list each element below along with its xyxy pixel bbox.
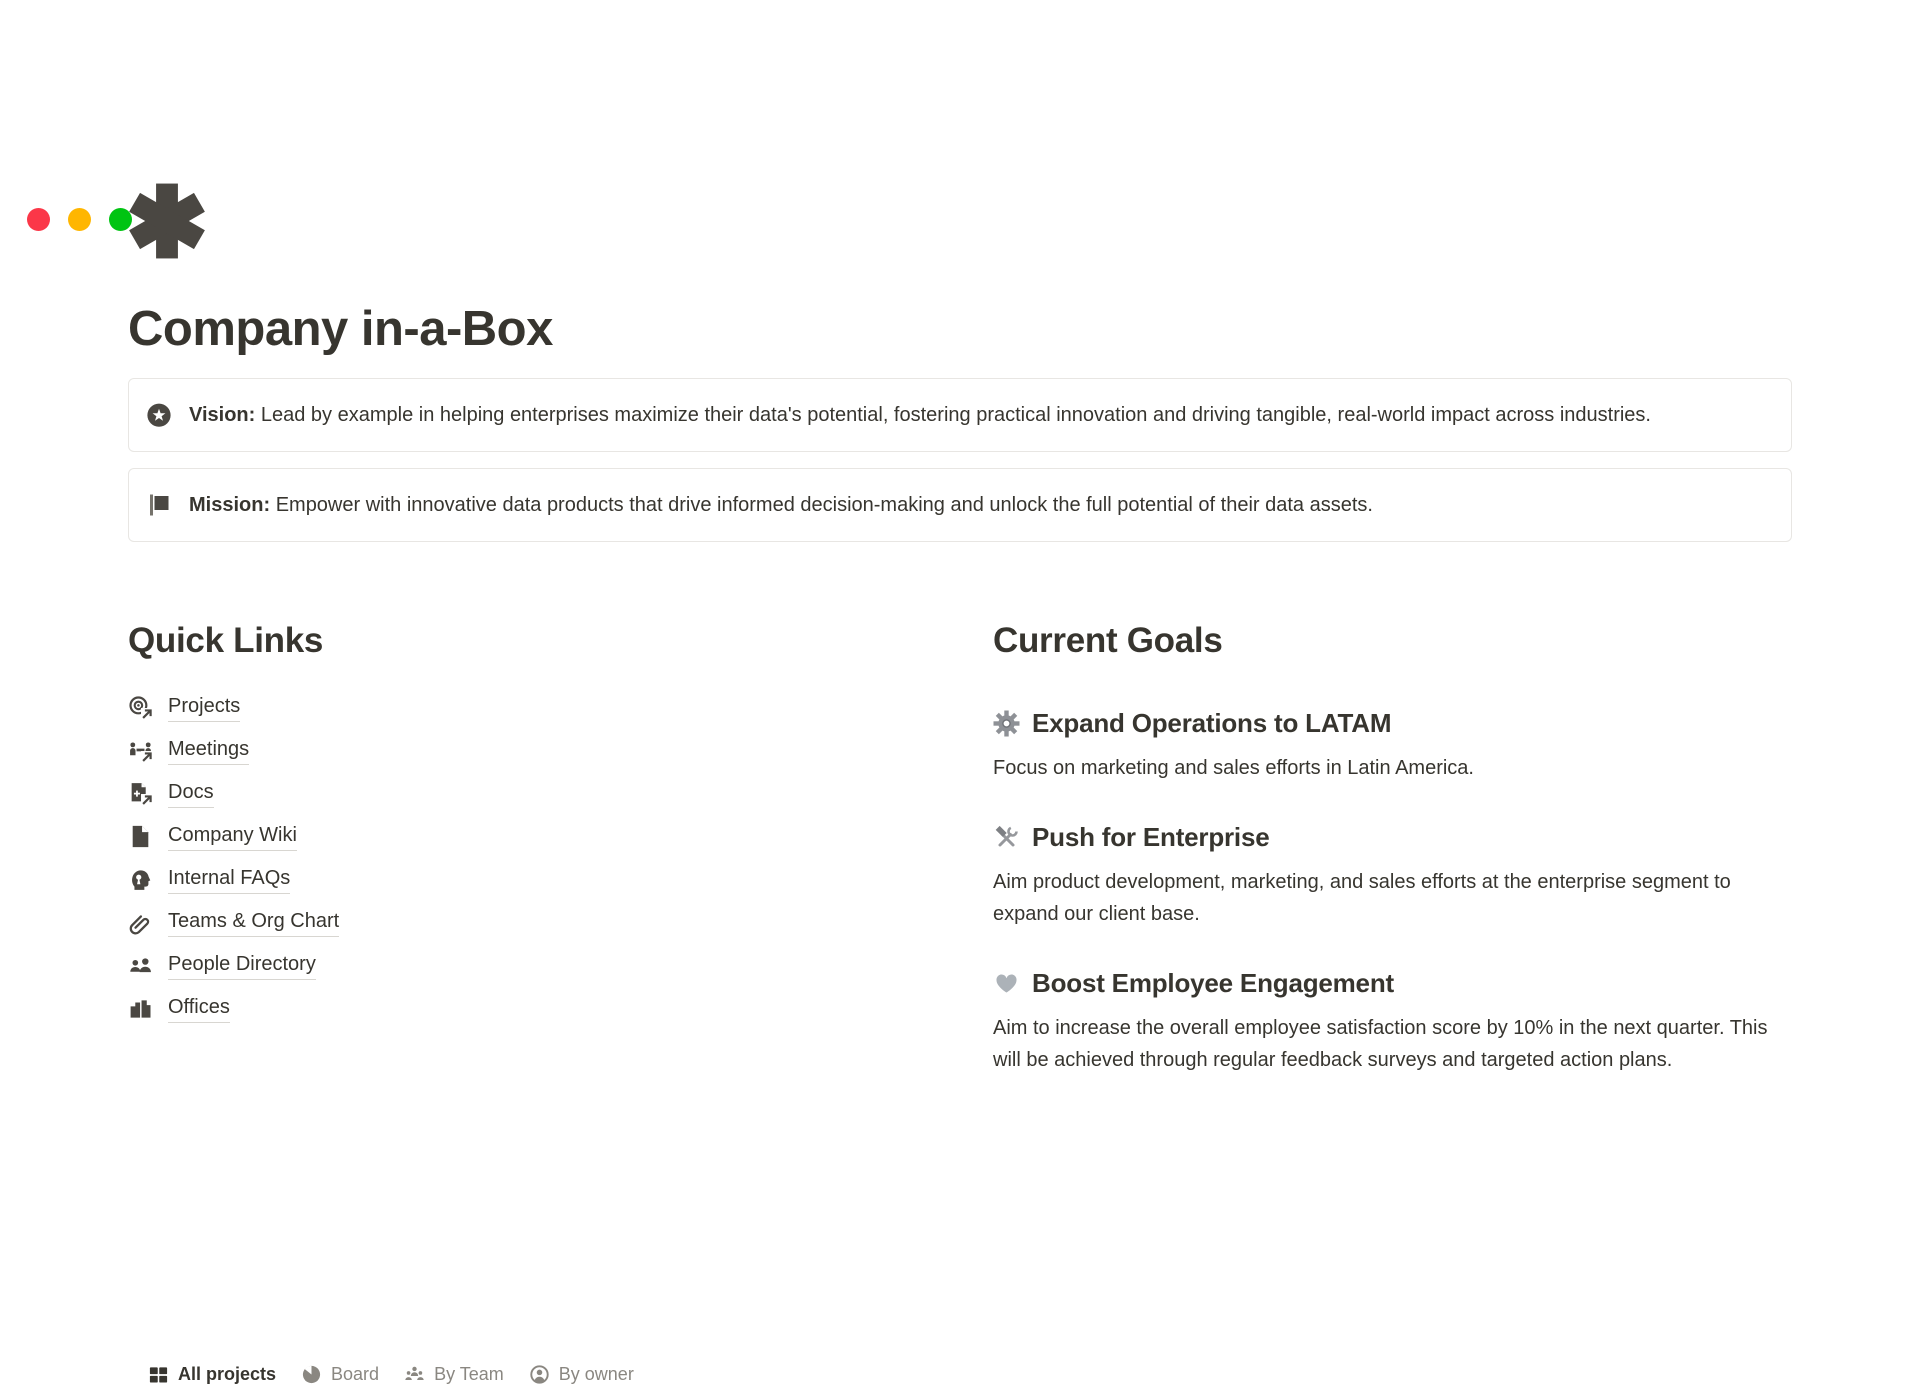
link-label: Company Wiki [168,823,297,851]
zoom-window-button[interactable] [109,208,132,231]
vision-label: Vision: [189,404,256,426]
meeting-link-icon [128,738,153,763]
link-label: People Directory [168,952,316,980]
mission-text: Mission: Empower with innovative data products that drive informed decision-making and unlock the full potential of their data assets. [189,494,1373,516]
person-circle-icon [529,1364,550,1385]
goal-description: Focus on marketing and sales efforts in Latin America. [993,757,1474,779]
team-icon [404,1364,425,1385]
page-icon-asterisk[interactable] [128,182,206,260]
view-tab-all-projects[interactable] [148,1364,276,1385]
link-company-wiki[interactable] [128,815,948,858]
minimize-window-button[interactable] [68,208,91,231]
gear-emoji-icon [993,710,1020,737]
goal-boost-engagement [993,966,1792,1076]
page-icon [128,824,153,849]
link-internal-faqs[interactable] [128,858,948,901]
link-meetings[interactable] [128,729,948,772]
view-tab-label: All projects [178,1364,277,1384]
view-tab-label: Board [331,1364,380,1384]
grid-icon [148,1364,169,1385]
link-offices[interactable] [128,987,948,1030]
goal-push-enterprise [993,820,1792,930]
page-title: Company in-a-Box [128,302,553,356]
quick-links-column [128,620,948,1076]
link-label: Docs [168,780,214,808]
view-tab-by-team[interactable] [404,1364,504,1385]
view-tab-label: By owner [558,1364,634,1384]
notion-company-home-page [0,182,1920,1382]
view-tab-label: By Team [434,1364,504,1384]
goal-title: Expand Operations to LATAM [993,706,1792,740]
buildings-icon [128,996,153,1021]
link-label: Offices [168,995,230,1023]
link-label: Teams & Org Chart [168,909,339,937]
vision-text: Vision: Lead by example in helping enterprises maximize their data's potential, fostering practical innovation and driving tangible, real-world impact across industries. [189,404,1651,426]
link-teams-org-chart[interactable] [128,901,948,944]
link-label: Projects [168,694,240,722]
link-docs[interactable] [128,772,948,815]
link-label: Internal FAQs [168,866,290,894]
goal-description: Aim product development, marketing, and sales efforts at the enterprise segment to expand our client base. [993,871,1731,925]
hammer-wrench-emoji-icon [993,824,1020,851]
goal-title: Boost Employee Engagement [993,966,1792,1000]
people-icon [128,953,153,978]
target-link-icon [128,695,153,720]
star-in-circle-icon [146,402,172,428]
doc-link-icon [128,781,153,806]
view-tab-by-owner[interactable] [529,1364,634,1385]
asterisk-icon [128,182,206,260]
link-projects[interactable] [128,686,948,729]
window-controls [27,208,132,231]
two-column-section [128,620,1792,1076]
gray-heart-emoji-icon [993,970,1020,997]
vision-callout[interactable] [128,378,1792,452]
quick-links-heading: Quick Links [128,621,324,660]
link-label: Meetings [168,737,249,765]
link-people-directory[interactable] [128,944,948,987]
paperclip-icon [128,910,153,935]
progress-circle-icon [301,1364,322,1385]
goal-title: Push for Enterprise [993,820,1792,854]
current-goals-column [993,620,1792,1076]
goal-expand-latam [993,706,1792,784]
current-goals-heading: Current Goals [993,621,1223,660]
mission-callout[interactable] [128,468,1792,542]
page-content [0,182,1920,1076]
mind-keyhole-icon [128,867,153,892]
view-tab-board[interactable] [301,1364,379,1385]
flag-icon [146,492,172,518]
quick-links-list [128,686,948,1030]
goal-description: Aim to increase the overall employee satisfaction score by 10% in the next quarter. This will be achieved through regular feedback surveys and targeted action plans. [993,1017,1768,1071]
database-view-tabs [148,1364,634,1385]
close-window-button[interactable] [27,208,50,231]
mission-label: Mission: [189,494,271,516]
